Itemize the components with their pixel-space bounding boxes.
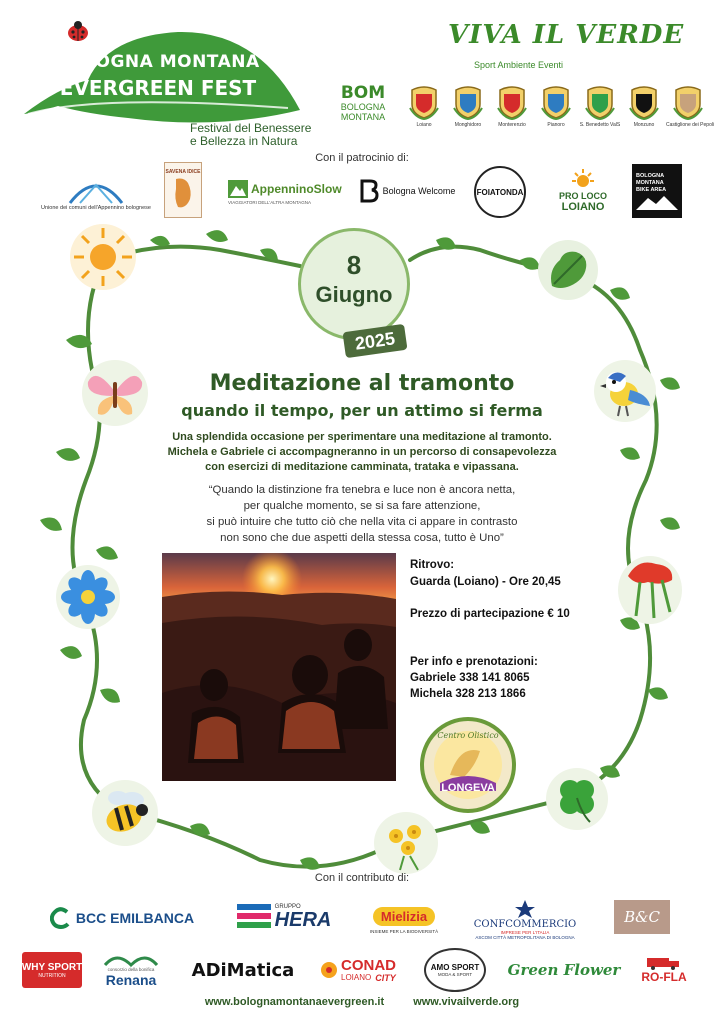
bc-logo (614, 900, 670, 934)
event-description (130, 430, 594, 475)
renana-text: Renana (105, 971, 157, 988)
yellow-flowers-icon (374, 812, 438, 874)
foiatonda-text: FOIATONDA (476, 187, 524, 197)
bologna-welcome-text: Bologna Welcome (382, 186, 456, 196)
comune-name: Castiglione dei Pepoli (666, 122, 715, 128)
proloco-text-2: LOIANO (561, 201, 605, 213)
appennino-slow-text: AppenninoSlow (251, 181, 342, 196)
comune-name: Pianoro (547, 122, 565, 128)
confcommercio-emblem-icon (514, 899, 536, 919)
sun-badge (70, 224, 136, 290)
rofla-truck-icon (647, 956, 681, 970)
bcc-text: BCC EMILBANCA (75, 910, 195, 926)
event-description-line2: Michela e Gabriele ci accompagneranno in un percorso di consapevolezza (167, 446, 557, 458)
bom-logo (334, 84, 392, 122)
renana-logo (98, 946, 164, 992)
rofla-logo (636, 952, 692, 988)
conad-sub-row (341, 973, 396, 983)
fest-subtitle-line2: e Bellezza in Natura (190, 134, 298, 148)
green-flower-text: Green Flower (507, 961, 621, 979)
crest-shield-icon (672, 84, 704, 120)
sun-icon (70, 224, 136, 290)
bom-logo-sub2: MONTANA (340, 112, 386, 122)
comune-crest (490, 84, 534, 128)
poppy-badge (618, 556, 682, 624)
contact-michela: Michela 328 213 1866 (410, 688, 526, 700)
yellow-flowers-badge (374, 812, 438, 874)
contributo-label: Con il contributo di: (314, 872, 410, 884)
comune-crest (534, 84, 578, 128)
crest-shield-icon (628, 84, 660, 120)
quote-line2: per qualche momento, se si sa fare attenzione, (243, 500, 481, 512)
confcommercio-text: CONFCOMMERCIO (473, 918, 577, 930)
fest-subtitle-line1: Festival del Benessere (190, 121, 312, 135)
event-description-line1: Una splendida occasione per sperimentare una meditazione al tramonto. (172, 431, 552, 443)
renana-bridge-icon (103, 951, 159, 967)
green-flower-logo (504, 956, 624, 984)
poppy-flower-icon (618, 556, 682, 624)
footer-link-evergreen[interactable]: www.bolognamontanaevergreen.it (204, 996, 385, 1008)
hera-top-text: GRUPPO (274, 904, 301, 910)
proloco-text-1: PRO LOCO (558, 191, 607, 201)
bom-logo-sub1: BOLOGNA (340, 102, 386, 112)
bcc-c-icon (50, 907, 72, 929)
adimatica-text: ADiMatica (191, 959, 295, 981)
amo-sub: MODA & SPORT (437, 972, 473, 977)
why-text: WHY SPORT (21, 961, 83, 973)
event-subtitle: quando il tempo, per un attimo si ferma (181, 401, 543, 420)
rofla-text: RO-FLA (641, 970, 687, 984)
mielizia-logo (368, 898, 440, 942)
sunset-meditation-photo (162, 553, 396, 781)
conad-text: CONAD (341, 956, 396, 974)
why-sub: NUTRITION (38, 972, 66, 979)
conad-city: CITY (375, 972, 396, 983)
bee-icon (92, 780, 158, 846)
contact-gabriele: Gabriele 338 141 8065 (410, 672, 530, 684)
event-title: Meditazione al tramonto (209, 371, 515, 396)
crest-shield-icon (584, 84, 616, 120)
quote-line1: “Quando la distinzione fra tenebra e luce non è ancora netta, (208, 484, 516, 496)
mielizia-text: Mielizia (373, 907, 435, 926)
unione-comuni-text: Unione dei comuni dell'Appennino bolognese (41, 205, 151, 211)
ritrovo-value: Guarda (Loiano) - Ore 20,45 (410, 576, 561, 588)
event-description-line3: con esercizi di meditazione camminata, trataka e vipassana. (205, 461, 519, 473)
event-month: Giugno (315, 282, 393, 307)
adimatica-logo (184, 956, 302, 984)
confcommercio-sub2: ASCOM CITTÀ METROPOLITANA DI BOLOGNA (475, 934, 575, 940)
crest-shield-icon (540, 84, 572, 120)
event-day: 8 (346, 250, 362, 280)
fest-title-line1: BOLOGNA MONTANA (56, 52, 260, 72)
oak-leaf-badge (538, 240, 598, 300)
crest-shield-icon (408, 84, 440, 120)
ritrovo-label: Ritrovo: (410, 559, 455, 571)
crest-shield-icon (496, 84, 528, 120)
sun-icon (570, 169, 596, 191)
conad-flower-icon (320, 961, 338, 979)
viva-il-verde-logo: VIVA IL VERDE (448, 20, 685, 50)
confcommercio-sub1: IMPRESE PER L'ITALIA (500, 929, 550, 935)
ladybug-icon (66, 20, 90, 42)
comune-name: S. Benedetto ValS (579, 122, 621, 128)
centro-longeva-logo (420, 717, 516, 813)
savena-idice-text: SAVENA IDICE (165, 169, 201, 175)
bike-area-logo (632, 164, 682, 218)
comune-crest (446, 84, 490, 128)
event-year: 2025 (342, 324, 407, 358)
bologna-b-icon (359, 179, 379, 203)
renana-top-text: consorzio della bonifica (107, 966, 155, 972)
comune-crest (402, 84, 446, 128)
patrocinio-label: Con il patrocinio di: (315, 152, 409, 164)
blue-flower-icon (56, 565, 120, 629)
conad-loc: LOIANO (341, 972, 372, 982)
comune-name: Monzuno (633, 122, 655, 128)
fest-subtitle (190, 122, 311, 148)
comune-name: Monterenzio (498, 122, 526, 128)
viva-il-verde-subtitle: Sport Ambiente Eventi (474, 60, 564, 70)
event-quote (130, 482, 594, 546)
longeva-top-text: Centro Olistico (437, 731, 499, 740)
comune-name: Monghidoro (454, 122, 482, 128)
bcc-emilbanca-logo (40, 904, 204, 932)
mountain-arc-icon (66, 175, 126, 205)
hera-stripes-icon (237, 902, 273, 932)
bike-text-3: BIKE AREA (636, 186, 667, 193)
appennino-slow-row (228, 180, 342, 198)
mountain-icon (228, 180, 248, 198)
amo-sport-logo (424, 948, 486, 992)
amo-text: AMO SPORT (430, 963, 480, 972)
bike-text-1: BOLOGNA (636, 172, 665, 179)
fest-title-line2: EVERGREEN FEST (59, 76, 257, 100)
evergreen-leaf-logo (18, 18, 308, 128)
footer-links (0, 996, 724, 1008)
hera-text: HERA (274, 909, 332, 931)
quote-line4: non sono che due aspetti della stessa cosa, tutto è Uno” (220, 532, 504, 544)
info-label: Per info e prenotazioni: (410, 656, 538, 668)
clover-badge (546, 768, 608, 830)
bike-mountain-icon (636, 194, 678, 210)
appennino-slow-logo (228, 176, 342, 208)
unione-comuni-logo (41, 168, 151, 218)
blue-flower-badge (56, 565, 120, 629)
comune-crest (666, 84, 715, 128)
quote-line3: si può intuire che tutto ciò che nella vita ci appare in contrasto (206, 516, 518, 528)
bee-badge (92, 780, 158, 846)
savena-map-icon (170, 175, 196, 211)
prezzo-text: Prezzo di partecipazione € 10 (410, 608, 570, 620)
crest-shield-icon (452, 84, 484, 120)
bom-logo-text: BOM (340, 83, 386, 103)
mielizia-sub: INSIEME PER LA BIODIVERSITÀ (369, 928, 439, 934)
longeva-name: LONGEVA (441, 782, 495, 794)
confcommercio-logo (472, 894, 578, 944)
foiatonda-logo (474, 166, 526, 218)
appennino-slow-sub: VIAGGIATORI DELL'ALTRA MONTAGNA (228, 199, 312, 205)
bike-text-2: MONTANA (636, 179, 664, 186)
footer-link-vivailverde[interactable]: www.vivailverde.org (413, 996, 520, 1008)
comune-name: Loiano (416, 122, 432, 128)
comune-crest (622, 84, 666, 128)
conad-text-group (341, 958, 396, 983)
bc-text: B&C (624, 908, 660, 926)
four-leaf-clover-icon (546, 768, 608, 830)
savena-idice-logo (164, 162, 202, 218)
hera-logo (236, 898, 332, 936)
oak-leaf-icon (538, 240, 598, 300)
conad-city-logo (312, 952, 404, 988)
bologna-welcome-logo (352, 176, 462, 206)
hera-text-group (275, 904, 332, 930)
comune-crest (578, 84, 622, 128)
proloco-loiano-logo (550, 160, 616, 222)
why-sport-logo (22, 952, 82, 988)
